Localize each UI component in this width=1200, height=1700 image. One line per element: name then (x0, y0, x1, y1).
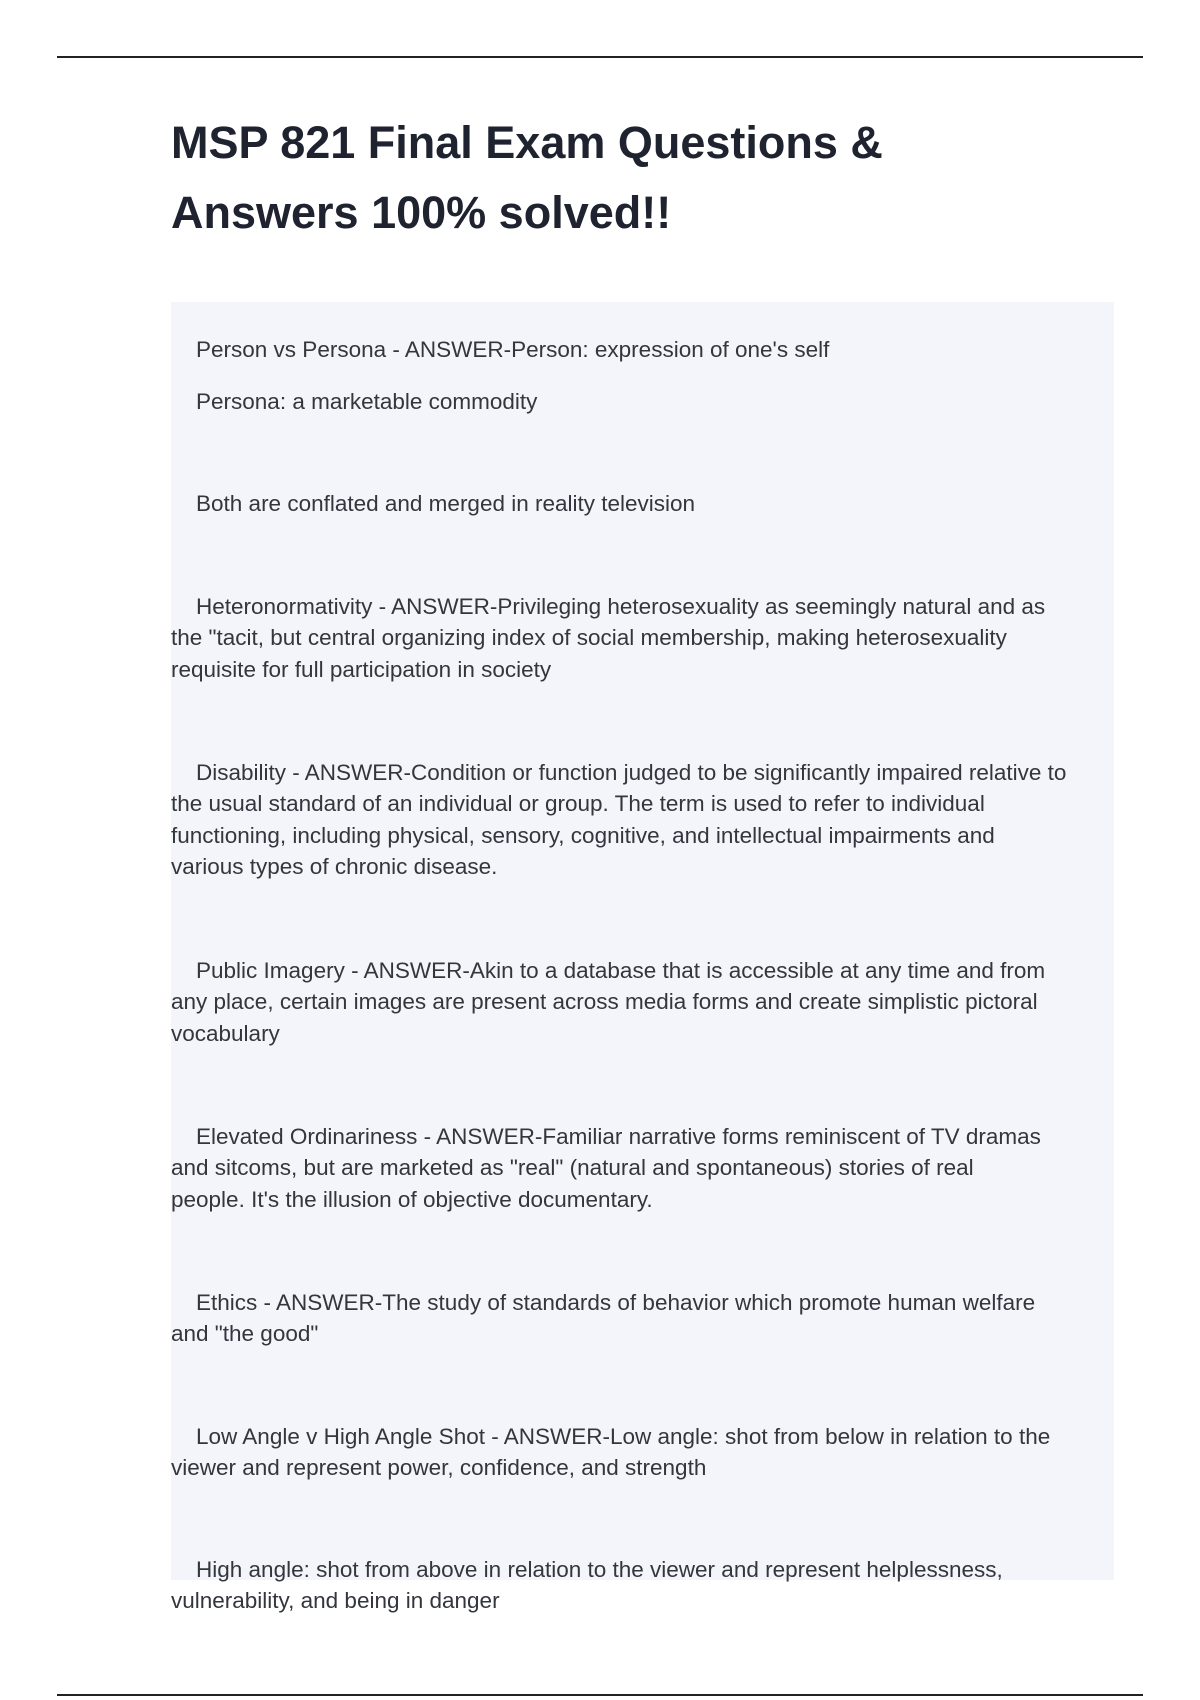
paragraph-line: and "the good" (171, 1321, 319, 1346)
bottom-rule (57, 1694, 1143, 1696)
paragraph-line: any place, certain images are present across media forms and create simplistic pictoral (171, 989, 1038, 1014)
paragraph-line: Low Angle v High Angle Shot - ANSWER-Low angle: shot from below in relation to the (196, 1423, 1051, 1449)
paragraph-line: requisite for full participation in society (171, 656, 552, 682)
paragraph-line: people. It's the illusion of objective documentary. (171, 1186, 653, 1212)
paragraph-line: Ethics - ANSWER-The study of standards of behavior which promote human welfare (196, 1289, 1036, 1315)
paragraph-line: the "tacit, but central organizing index of social membership, making heterosexuality (171, 625, 1007, 650)
title-line-1: MSP 821 Final Exam Questions & (171, 117, 883, 168)
paragraph-line: the usual standard of an individual or group. The term is used to refer to individual (171, 791, 985, 816)
paragraph-line: Elevated Ordinariness - ANSWER-Familiar narrative forms reminiscent of TV dramas (196, 1123, 1041, 1149)
paragraph-line: various types of chronic disease. (171, 854, 498, 879)
page-title (171, 108, 1071, 248)
paragraph-line: and sitcoms, but are marketed as "real" (natural and spontaneous) stories of real (171, 1155, 974, 1180)
paragraph (171, 354, 1114, 449)
paragraph (171, 1389, 1114, 1515)
paragraph-line: High angle: shot from above in relation to the viewer and represent helplessness, (196, 1556, 1003, 1582)
paragraph (171, 559, 1114, 717)
paragraph-line: Both are conflated and merged in reality television (196, 490, 696, 516)
paragraph-line: Heteronormativity - ANSWER-Privileging heterosexuality as seemingly natural and as (196, 593, 1046, 619)
top-rule (57, 56, 1143, 58)
paragraph (171, 923, 1114, 1081)
paragraph (171, 725, 1114, 914)
paragraph-line: Persona: a marketable commodity (196, 388, 538, 414)
paragraph-line: viewer and represent power, confidence, and strength (171, 1455, 707, 1480)
paragraph (171, 1089, 1114, 1247)
title-line-2: Answers 100% solved!! (171, 187, 672, 238)
paragraph (171, 1522, 1114, 1648)
paragraph-line: vulnerability, and being in danger (171, 1588, 500, 1613)
paragraph (171, 456, 1114, 551)
paragraph-line: vocabulary (171, 1020, 280, 1046)
paragraph-line: Person vs Persona - ANSWER-Person: expression of one's self (196, 336, 830, 362)
content-block (171, 302, 1114, 1613)
paragraph-line: Disability - ANSWER-Condition or function judged to be significantly impaired relative to (196, 759, 1067, 785)
paragraph (171, 1255, 1114, 1381)
paragraph-line: Public Imagery - ANSWER-Akin to a database that is accessible at any time and from (196, 957, 1046, 983)
paragraph-line: functioning, including physical, sensory, cognitive, and intellectual impairments and (171, 822, 995, 848)
